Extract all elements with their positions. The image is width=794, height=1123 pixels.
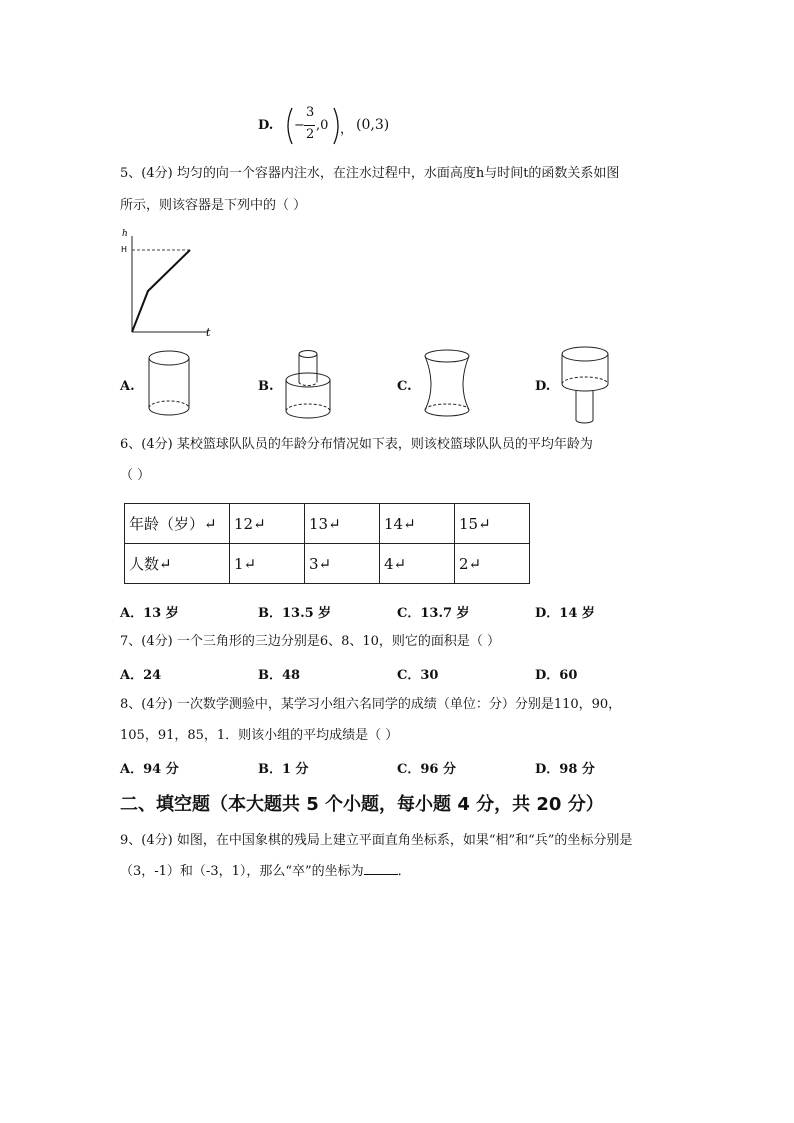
left-paren-icon	[282, 106, 294, 146]
q9-line2	[120, 862, 411, 882]
q5-option-c-label: C.	[397, 379, 412, 394]
q7-option-d: D．60	[535, 668, 578, 683]
q4-frac-tail: ,0	[316, 118, 329, 133]
table-header-age: 年龄（岁）↵	[125, 504, 230, 544]
q9-line2-end: ．	[397, 864, 411, 879]
table-header-count: 人数↵	[125, 544, 230, 584]
q5-option-b-label: B.	[258, 379, 274, 394]
table-row	[125, 544, 530, 584]
q4-frac-den: 2	[306, 127, 315, 142]
table-cell: 13↵	[305, 504, 380, 544]
q6-option-d: D．14 岁	[535, 606, 595, 621]
answer-blank	[364, 862, 398, 875]
water-height-graph	[118, 228, 228, 338]
table-cell: 2↵	[455, 544, 530, 584]
q6-line2: （ ）	[120, 468, 151, 483]
q4-point2: (0,3)	[356, 117, 390, 133]
hourglass-vessel-icon	[422, 348, 472, 420]
narrow-on-wide-cylinder-icon	[284, 348, 334, 420]
q6-option-a: A．13 岁	[120, 606, 179, 621]
section-title: 二、填空题（本大题共 5 个小题，每小题 4 分，共 20 分）	[120, 794, 604, 815]
q8-option-d: D．98 分	[535, 762, 595, 777]
q4-frac-num: 3	[306, 105, 315, 120]
graph-curve	[132, 250, 190, 332]
age-distribution-table	[124, 503, 530, 584]
graph-y-label: h	[122, 229, 128, 239]
table-row	[125, 504, 530, 544]
fraction-bar	[304, 125, 315, 126]
graph-h-mark: H	[121, 245, 128, 254]
q4-frac-sign: −	[294, 118, 305, 133]
table-cell: 14↵	[380, 504, 455, 544]
q8-option-a: A．94 分	[120, 762, 179, 777]
wide-on-narrow-cylinder-icon	[560, 346, 612, 424]
graph-x-label: t	[206, 326, 211, 339]
q6-line1: 6、(4分) 某校篮球队队员的年龄分布情况如下表，则该校篮球队队员的平均年龄为	[120, 437, 593, 452]
q6-option-b: B．13.5 岁	[258, 606, 332, 621]
q8-line1: 8、(4分) 一次数学测验中，某学习小组六名同学的成绩（单位：分）分别是110，90，	[120, 697, 622, 712]
q4-sep: ，	[340, 122, 354, 137]
cylinder-icon	[146, 348, 192, 418]
q8-option-c: C．96 分	[397, 762, 456, 777]
q7-option-a: A．24	[120, 668, 162, 683]
q8-option-b: B．1 分	[258, 762, 309, 777]
q5-option-d-label: D.	[535, 379, 551, 394]
table-cell: 1↵	[230, 544, 305, 584]
q6-option-c: C．13.7 岁	[397, 606, 470, 621]
q9-line1: 9、(4分) 如图，在中国象棋的残局上建立平面直角坐标系，如果“相”和“兵”的坐标分别是	[120, 833, 633, 848]
q5-line2: 所示，则该容器是下列中的（ ）	[120, 198, 307, 213]
q7-option-b: B．48	[258, 668, 301, 683]
table-cell: 3↵	[305, 544, 380, 584]
q7-option-c: C．30	[397, 668, 439, 683]
q7-line1: 7、(4分) 一个三角形的三边分别是6、8、10，则它的面积是（ ）	[120, 634, 501, 649]
q8-line2: 105，91，85，1．则该小组的平均成绩是（ ）	[120, 728, 399, 743]
table-cell: 12↵	[230, 504, 305, 544]
table-cell: 4↵	[380, 544, 455, 584]
q9-line2-text: （3，-1）和（-3，1），那么“卒”的坐标为	[120, 864, 364, 879]
table-cell: 15↵	[455, 504, 530, 544]
q4-option-d-label: D.	[258, 118, 274, 133]
q5-line1: 5、(4分) 均匀的向一个容器内注水，在注水过程中，水面高度h与时间t的函数关系如图	[120, 166, 620, 181]
q5-option-a-label: A.	[120, 379, 135, 394]
